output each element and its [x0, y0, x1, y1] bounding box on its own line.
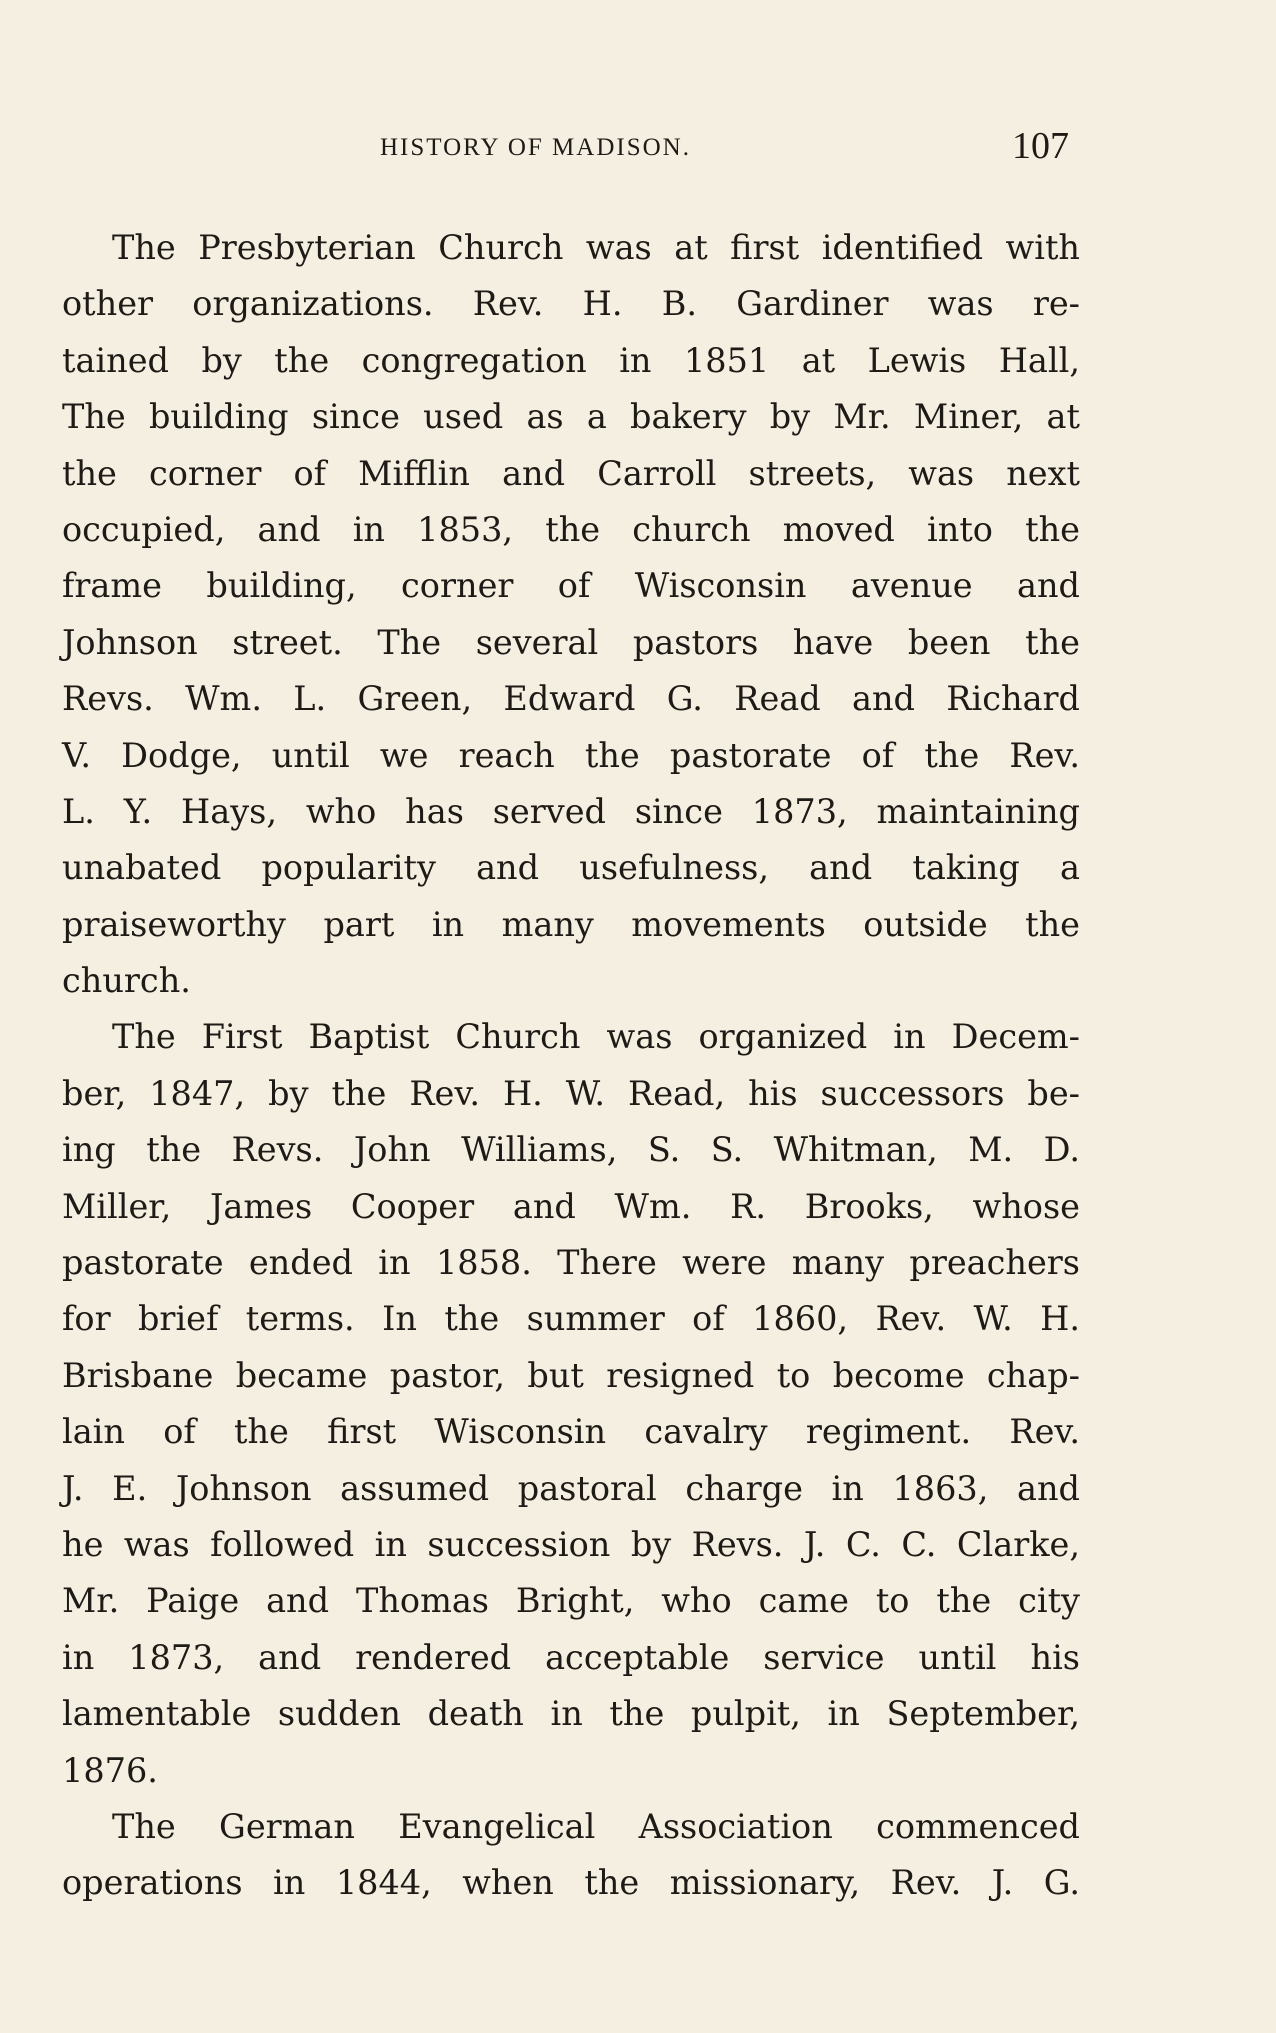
paragraph-first-baptist-church	[62, 1009, 1080, 1798]
text-line: L. Y. Hays, who has served since 1873, maintaining	[62, 791, 1080, 831]
text-line: unabated popularity and usefulness, and taking a	[62, 848, 1080, 888]
text-line: The Presbyterian Church was at first identified with	[112, 228, 1080, 267]
text-line: frame building, corner of Wisconsin avenue and	[62, 566, 1080, 606]
text-line: other organizations. Rev. H. B. Gardiner was re-	[62, 284, 1080, 324]
text-line: V. Dodge, until we reach the pastorate of the Rev.	[62, 735, 1080, 775]
text-line: tained by the congregation in 1851 at Lewis Hall,	[62, 340, 1080, 380]
page-number: 107	[1012, 125, 1069, 167]
text-line: Brisbane became pastor, but resigned to become chap-	[62, 1355, 1080, 1395]
text-line: pastorate ended in 1858. There were many preachers	[62, 1243, 1080, 1283]
text-line: church.	[62, 961, 191, 1001]
text-line: Mr. Paige and Thomas Bright, who came to the city	[62, 1581, 1080, 1621]
text-line: ing the Revs. John Williams, S. S. Whitman, M. D.	[62, 1130, 1080, 1170]
text-line: Miller, James Cooper and Wm. R. Brooks, whose	[62, 1186, 1080, 1226]
text-line: Johnson street. The several pastors have been the	[62, 622, 1080, 662]
text-line: lamentable sudden death in the pulpit, in September,	[62, 1694, 1080, 1734]
text-line: operations in 1844, when the missionary, Rev. J. G.	[62, 1863, 1080, 1903]
text-line: Revs. Wm. L. Green, Edward G. Read and Richard	[62, 679, 1080, 719]
running-title: HISTORY OF MADISON.	[380, 134, 691, 161]
text-line: The German Evangelical Association commenced	[112, 1806, 1080, 1846]
paragraph-german-evangelical-association	[62, 1799, 1080, 1912]
text-line: lain of the first Wisconsin cavalry regiment. Rev.	[62, 1412, 1080, 1452]
text-line: praiseworthy part in many movements outside the	[62, 904, 1080, 944]
text-line: ber, 1847, by the Rev. H. W. Read, his successors be-	[62, 1073, 1080, 1113]
paragraph-presbyterian-church	[62, 220, 1080, 1009]
running-head	[0, 125, 1276, 168]
text-line: in 1873, and rendered acceptable service until his	[62, 1637, 1080, 1677]
text-line: for brief terms. In the summer of 1860, Rev. W. H.	[62, 1299, 1080, 1339]
text-line: occupied, and in 1853, the church moved into the	[62, 509, 1080, 549]
text-line: The building since used as a bakery by Mr. Miner, at	[62, 397, 1080, 437]
body-text	[62, 220, 1080, 1912]
text-line: The First Baptist Church was organized in Decem-	[112, 1017, 1080, 1057]
text-line: the corner of Mifflin and Carroll streets, was next	[62, 453, 1080, 493]
text-line: he was followed in succession by Revs. J. C. C. Clarke,	[62, 1524, 1080, 1564]
text-line: 1876.	[62, 1750, 158, 1790]
text-line: J. E. Johnson assumed pastoral charge in 1863, and	[62, 1468, 1080, 1508]
